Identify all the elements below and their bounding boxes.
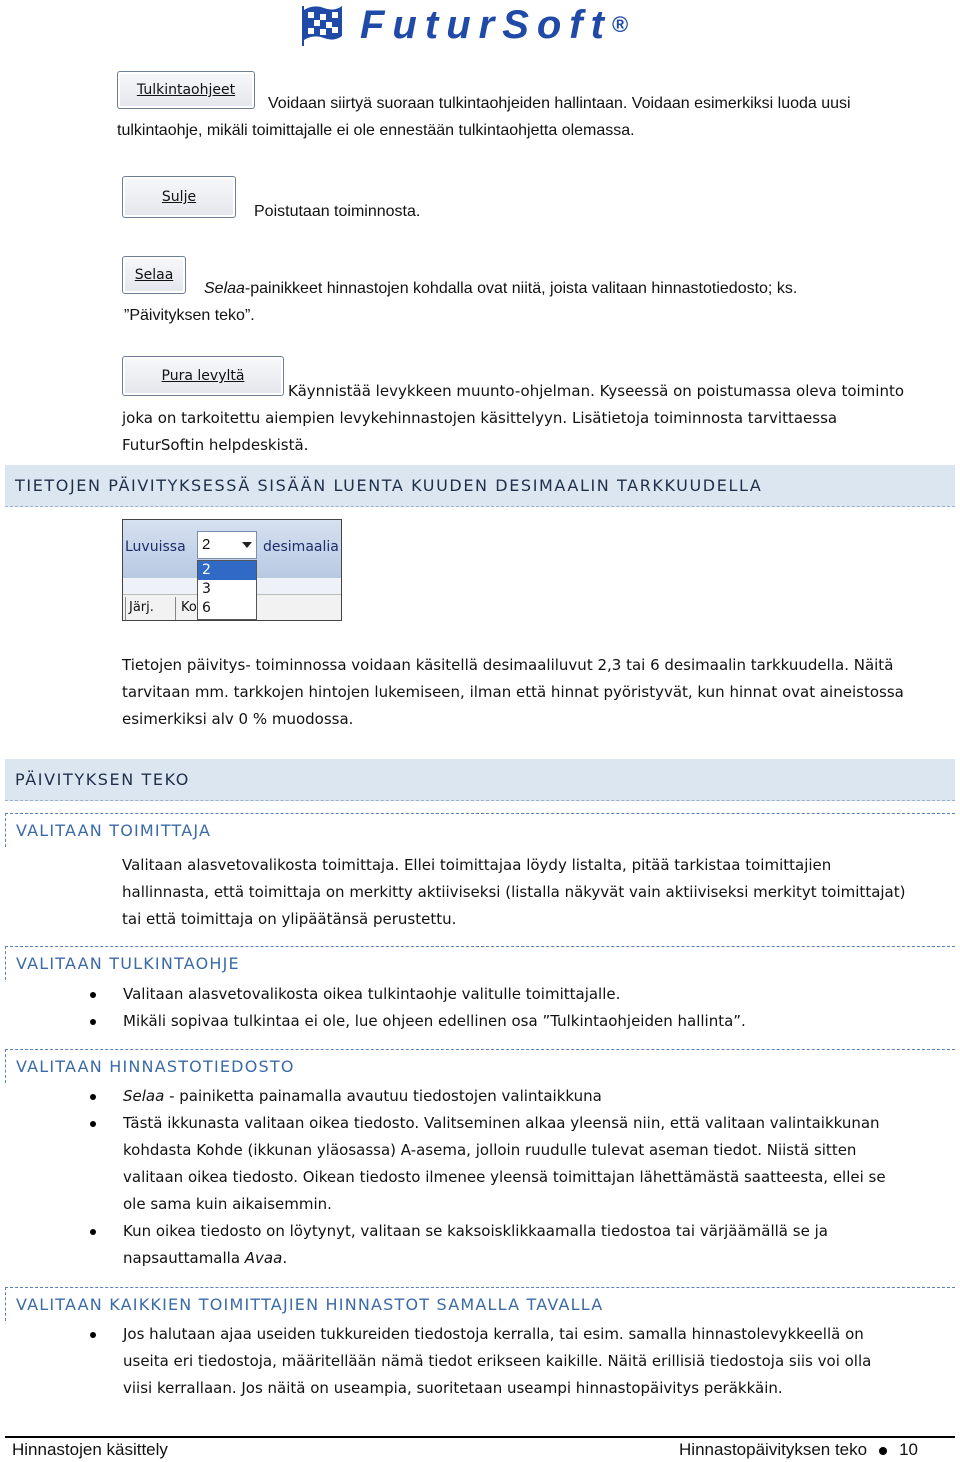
list-item-line: kohdasta Kohde (ikkunan yläosassa) A-asema, jolloin ruudulle tulevat aseman tiedot. Niistä sitten: [123, 1141, 857, 1159]
list-item-line: useita eri tiedostoja, määritellään nämä tiedot erikseen kaikille. Näitä erillisiä tiedostoja siis voi olla: [123, 1352, 872, 1370]
selaa-text-2: ”Päivityksen teko”.: [124, 307, 255, 324]
decimal-option[interactable]: 6: [202, 600, 211, 616]
list-item-line: ole sama kuin aikaisemmin.: [123, 1195, 332, 1213]
decimal-combo[interactable]: [197, 531, 257, 559]
list-item-line: Kun oikea tiedosto on löytynyt, valitaan se kaksoisklikkaamalla tiedostoa tai värjäämällä se ja: [123, 1222, 828, 1240]
list-item-line: valitaan oikea tiedosto. Oikean tiedosto ilmenee yleensä toimittajan lähettämästä saatteesta, ellei se: [123, 1168, 886, 1186]
subheading-valitaan-tulkintaohje: VALITAAN TULKINTAOHJE: [5, 946, 955, 980]
footer-right: [679, 1440, 918, 1460]
column-ko: Ko: [181, 600, 197, 615]
list-item-line: [123, 1245, 886, 1272]
avaa-emphasis: Avaa: [244, 1249, 283, 1267]
selaa-button[interactable]: Selaa: [122, 256, 186, 294]
tulkintaohje-bullets: [90, 981, 746, 1035]
luvuissa-label: Luvuissa: [125, 539, 186, 555]
futursoft-logo-flag-icon: [300, 2, 346, 46]
list-item-line: Jos halutaan ajaa useiden tukkureiden tiedostoja kerralla, tai esim. samalla hinnastolevykkeellä on: [123, 1325, 864, 1343]
bullet-dot-icon: [879, 1447, 887, 1455]
section-heading-paivityksen-teko: PÄIVITYKSEN TEKO: [5, 759, 955, 801]
desimaali-para-3: esimerkiksi alv 0 % muodossa.: [122, 710, 354, 728]
toimittaja-para-1: Valitaan alasvetovalikosta toimittaja. Ellei toimittajaa löydy listalta, pitää tarkistaa toimittajien: [122, 856, 832, 874]
selaa-rest: -painikkeet hinnastojen kohdalla ovat niitä, joista valitaan hinnastotiedosto; ks.: [244, 280, 798, 297]
list-item-line: viisi kerrallaan. Jos näitä on useampia, suoritetaan useampi hinnastopäivitys peräkkäin.: [123, 1379, 783, 1397]
logo-wordmark: [360, 0, 628, 50]
list-item: [90, 1321, 871, 1402]
footer-rule: [5, 1436, 955, 1438]
list-item: Valitaan alasvetovalikosta oikea tulkintaohje valitulle toimittajalle.: [90, 981, 746, 1008]
tulkinta-text-2: tulkintaohje, mikäli toimittajalle ei ole ennestään tulkintaohjetta olemassa.: [117, 122, 635, 139]
page-number: 10: [899, 1440, 918, 1459]
list-item-text: .: [282, 1249, 288, 1267]
list-item: [90, 1218, 886, 1272]
decimal-options-list: [197, 560, 257, 620]
sulje-text: Poistutaan toiminnosta.: [254, 203, 421, 220]
tulkintaohjeet-button[interactable]: Tulkintaohjeet: [117, 71, 255, 109]
toimittaja-para-2: hallinnasta, että toimittaja on merkitty aktiiviseksi (listalla näkyvät vain aktiiviseksi merkityt toimittajat): [122, 883, 906, 901]
footer-left: Hinnastojen käsittely: [12, 1440, 168, 1459]
desimaali-para-1: Tietojen päivitys- toiminnossa voidaan käsitellä desimaaliluvut 2,3 tai 6 desimaalin tarkkuudella. Näitä: [122, 656, 894, 674]
toimittaja-para-3: tai että toimittaja on ylipäätänsä perustettu.: [122, 910, 457, 928]
hinnastotiedosto-bullets: [90, 1083, 886, 1272]
decimal-combo-value: 2: [202, 536, 211, 553]
decimal-option[interactable]: 2: [198, 561, 256, 580]
pura-levylta-button[interactable]: Pura levyltä: [122, 356, 284, 396]
pura-text-1: Käynnistää levykkeen muunto-ohjelman. Kyseessä on poistumassa oleva toiminto: [288, 382, 905, 400]
footer-chapter: Hinnastopäivityksen teko: [679, 1440, 868, 1459]
tulkinta-text-1: Voidaan siirtyä suoraan tulkintaohjeiden hallintaan. Voidaan esimerkiksi luoda uusi: [268, 95, 851, 112]
logo-registered: ®: [611, 12, 629, 37]
selaa-emphasis: Selaa: [123, 1087, 165, 1105]
list-item: Mikäli sopivaa tulkintaa ei ole, lue ohjeen edellinen osa ”Tulkintaohjeiden hallinta”.: [90, 1008, 746, 1035]
decimal-option[interactable]: 3: [202, 581, 211, 597]
subheading-valitaan-kaikkien: VALITAAN KAIKKIEN TOIMITTAJIEN HINNASTOT SAMALLA TAVALLA: [5, 1287, 955, 1321]
selaa-emphasis: Selaa: [204, 280, 245, 297]
kaikki-bullets: [90, 1321, 871, 1402]
list-item: [90, 1110, 886, 1218]
column-jarj: Järj.: [129, 600, 154, 615]
sulje-button[interactable]: Sulje: [122, 176, 236, 218]
column-separator: [175, 597, 176, 621]
pura-text-3: FuturSoftin helpdeskistä.: [122, 436, 309, 454]
pura-text-2: joka on tarkoitettu aiempien levykehinnastojen käsittelyyn. Lisätietoja toiminnosta tarvittaessa: [122, 409, 838, 427]
section-heading-desimaali: TIETOJEN PÄIVITYKSESSÄ SISÄÄN LUENTA KUUDEN DESIMAALIN TARKKUUDELLA: [5, 465, 955, 507]
subheading-valitaan-hinnastotiedosto: VALITAAN HINNASTOTIEDOSTO: [5, 1049, 955, 1083]
logo-name: FuturSoft: [360, 3, 612, 47]
list-item-line: Tästä ikkunasta valitaan oikea tiedosto. Valitseminen alkaa yleensä niin, että valitaan valintaikkunan: [123, 1114, 880, 1132]
selaa-text-1: [204, 275, 797, 302]
list-item-text: - painiketta painamalla avautuu tiedostojen valintaikkuna: [164, 1087, 602, 1105]
subheading-valitaan-toimittaja: VALITAAN TOIMITTAJA: [5, 813, 955, 847]
desimaali-para-2: tarvitaan mm. tarkkojen hintojen lukemiseen, ilman että hinnat pyöristyvät, kun hinnat ovat aineistossa: [122, 683, 904, 701]
list-item-text: napsauttamalla: [123, 1249, 245, 1267]
list-item: [90, 1083, 886, 1110]
decimal-dropdown-screenshot: [122, 519, 342, 621]
column-separator: [125, 597, 126, 621]
chevron-down-icon[interactable]: [242, 542, 252, 548]
desimaalia-label: desimaalia: [263, 539, 339, 555]
